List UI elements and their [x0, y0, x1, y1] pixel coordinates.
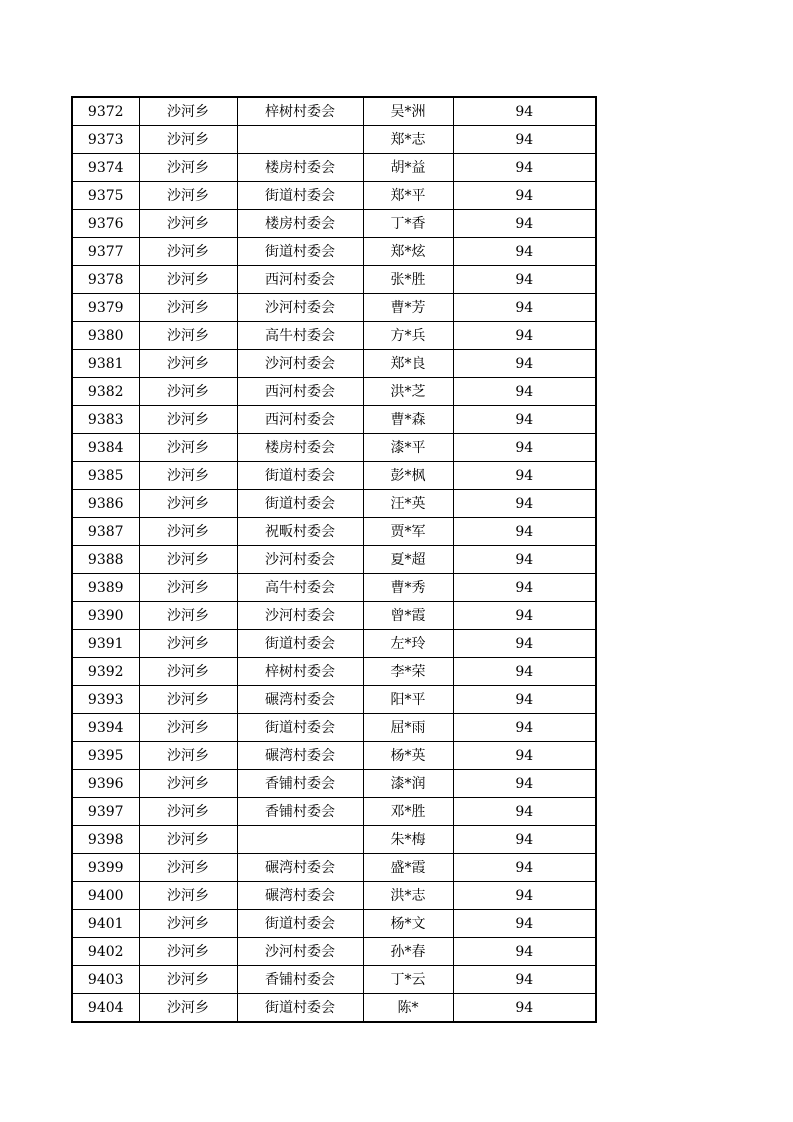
person-name-cell: 曾*霞 — [363, 602, 453, 630]
village-committee-cell: 西河村委会 — [237, 406, 363, 434]
serial-number-cell: 9399 — [72, 854, 139, 882]
township-cell: 沙河乡 — [139, 210, 237, 238]
table-row — [72, 826, 596, 854]
score-cell: 94 — [453, 994, 596, 1023]
village-committee-cell — [237, 826, 363, 854]
score-cell: 94 — [453, 266, 596, 294]
village-committee-cell: 街道村委会 — [237, 714, 363, 742]
table-row — [72, 182, 596, 210]
township-cell: 沙河乡 — [139, 350, 237, 378]
score-cell: 94 — [453, 658, 596, 686]
person-name-cell: 杨*文 — [363, 910, 453, 938]
person-name-cell: 汪*英 — [363, 490, 453, 518]
person-name-cell: 丁*云 — [363, 966, 453, 994]
person-name-cell: 阳*平 — [363, 686, 453, 714]
score-cell: 94 — [453, 434, 596, 462]
person-name-cell: 方*兵 — [363, 322, 453, 350]
person-name-cell: 吴*洲 — [363, 97, 453, 126]
village-committee-cell: 西河村委会 — [237, 266, 363, 294]
serial-number-cell: 9397 — [72, 798, 139, 826]
serial-number-cell: 9404 — [72, 994, 139, 1023]
table-row — [72, 378, 596, 406]
village-committee-cell: 街道村委会 — [237, 490, 363, 518]
township-cell: 沙河乡 — [139, 182, 237, 210]
person-name-cell: 曹*芳 — [363, 294, 453, 322]
table-row — [72, 154, 596, 182]
person-name-cell: 李*荣 — [363, 658, 453, 686]
person-name-cell: 屈*雨 — [363, 714, 453, 742]
table-row — [72, 714, 596, 742]
person-name-cell: 曹*森 — [363, 406, 453, 434]
village-committee-cell: 碾湾村委会 — [237, 686, 363, 714]
person-name-cell: 盛*霞 — [363, 854, 453, 882]
person-name-cell: 朱*梅 — [363, 826, 453, 854]
score-cell: 94 — [453, 350, 596, 378]
village-committee-cell: 梓树村委会 — [237, 97, 363, 126]
table-row — [72, 742, 596, 770]
person-name-cell: 贾*军 — [363, 518, 453, 546]
township-cell: 沙河乡 — [139, 462, 237, 490]
person-name-cell: 胡*益 — [363, 154, 453, 182]
person-name-cell: 曹*秀 — [363, 574, 453, 602]
serial-number-cell: 9402 — [72, 938, 139, 966]
serial-number-cell: 9382 — [72, 378, 139, 406]
village-committee-cell: 香铺村委会 — [237, 966, 363, 994]
village-committee-cell: 沙河村委会 — [237, 294, 363, 322]
township-cell: 沙河乡 — [139, 574, 237, 602]
table-row — [72, 686, 596, 714]
score-cell: 94 — [453, 938, 596, 966]
township-cell: 沙河乡 — [139, 826, 237, 854]
table-row — [72, 658, 596, 686]
village-committee-cell: 街道村委会 — [237, 462, 363, 490]
village-committee-cell: 沙河村委会 — [237, 938, 363, 966]
roster-table-body — [72, 97, 596, 1022]
person-name-cell: 洪*芝 — [363, 378, 453, 406]
serial-number-cell: 9377 — [72, 238, 139, 266]
village-committee-cell: 碾湾村委会 — [237, 742, 363, 770]
table-row — [72, 434, 596, 462]
table-row — [72, 322, 596, 350]
serial-number-cell: 9387 — [72, 518, 139, 546]
village-committee-cell: 碾湾村委会 — [237, 854, 363, 882]
serial-number-cell: 9390 — [72, 602, 139, 630]
serial-number-cell: 9372 — [72, 97, 139, 126]
serial-number-cell: 9394 — [72, 714, 139, 742]
score-cell: 94 — [453, 602, 596, 630]
serial-number-cell: 9398 — [72, 826, 139, 854]
village-committee-cell: 楼房村委会 — [237, 154, 363, 182]
serial-number-cell: 9391 — [72, 630, 139, 658]
person-name-cell: 郑*良 — [363, 350, 453, 378]
score-cell: 94 — [453, 97, 596, 126]
township-cell: 沙河乡 — [139, 97, 237, 126]
serial-number-cell: 9388 — [72, 546, 139, 574]
score-cell: 94 — [453, 910, 596, 938]
village-committee-cell: 楼房村委会 — [237, 210, 363, 238]
person-name-cell: 彭*枫 — [363, 462, 453, 490]
table-row — [72, 266, 596, 294]
table-row — [72, 518, 596, 546]
score-cell: 94 — [453, 826, 596, 854]
township-cell: 沙河乡 — [139, 966, 237, 994]
village-committee-cell: 碾湾村委会 — [237, 882, 363, 910]
serial-number-cell: 9381 — [72, 350, 139, 378]
serial-number-cell: 9378 — [72, 266, 139, 294]
score-cell: 94 — [453, 714, 596, 742]
score-cell: 94 — [453, 854, 596, 882]
score-cell: 94 — [453, 518, 596, 546]
table-row — [72, 854, 596, 882]
table-row — [72, 966, 596, 994]
township-cell: 沙河乡 — [139, 518, 237, 546]
township-cell: 沙河乡 — [139, 854, 237, 882]
township-cell: 沙河乡 — [139, 378, 237, 406]
township-cell: 沙河乡 — [139, 406, 237, 434]
person-name-cell: 左*玲 — [363, 630, 453, 658]
village-committee-cell: 街道村委会 — [237, 994, 363, 1023]
score-cell: 94 — [453, 322, 596, 350]
serial-number-cell: 9380 — [72, 322, 139, 350]
serial-number-cell: 9401 — [72, 910, 139, 938]
village-committee-cell: 街道村委会 — [237, 630, 363, 658]
table-row — [72, 882, 596, 910]
village-committee-cell: 街道村委会 — [237, 238, 363, 266]
serial-number-cell: 9389 — [72, 574, 139, 602]
serial-number-cell: 9373 — [72, 126, 139, 154]
township-cell: 沙河乡 — [139, 994, 237, 1023]
person-name-cell: 陈* — [363, 994, 453, 1023]
score-cell: 94 — [453, 630, 596, 658]
village-committee-cell: 西河村委会 — [237, 378, 363, 406]
serial-number-cell: 9386 — [72, 490, 139, 518]
township-cell: 沙河乡 — [139, 126, 237, 154]
table-row — [72, 798, 596, 826]
village-committee-cell: 沙河村委会 — [237, 546, 363, 574]
township-cell: 沙河乡 — [139, 602, 237, 630]
serial-number-cell: 9384 — [72, 434, 139, 462]
person-name-cell: 杨*英 — [363, 742, 453, 770]
village-committee-cell: 楼房村委会 — [237, 434, 363, 462]
person-name-cell: 邓*胜 — [363, 798, 453, 826]
village-committee-cell: 高牛村委会 — [237, 322, 363, 350]
serial-number-cell: 9385 — [72, 462, 139, 490]
serial-number-cell: 9392 — [72, 658, 139, 686]
township-cell: 沙河乡 — [139, 490, 237, 518]
village-committee-cell: 沙河村委会 — [237, 602, 363, 630]
serial-number-cell: 9375 — [72, 182, 139, 210]
score-cell: 94 — [453, 378, 596, 406]
township-cell: 沙河乡 — [139, 322, 237, 350]
township-cell: 沙河乡 — [139, 546, 237, 574]
score-cell: 94 — [453, 154, 596, 182]
serial-number-cell: 9379 — [72, 294, 139, 322]
serial-number-cell: 9383 — [72, 406, 139, 434]
score-cell: 94 — [453, 406, 596, 434]
person-name-cell: 漆*平 — [363, 434, 453, 462]
roster-table — [71, 96, 597, 1023]
serial-number-cell: 9395 — [72, 742, 139, 770]
person-name-cell: 张*胜 — [363, 266, 453, 294]
township-cell: 沙河乡 — [139, 882, 237, 910]
table-row — [72, 630, 596, 658]
serial-number-cell: 9400 — [72, 882, 139, 910]
person-name-cell: 夏*超 — [363, 546, 453, 574]
village-committee-cell: 祝畈村委会 — [237, 518, 363, 546]
table-row — [72, 406, 596, 434]
table-row — [72, 602, 596, 630]
table-row — [72, 910, 596, 938]
table-row — [72, 938, 596, 966]
score-cell: 94 — [453, 210, 596, 238]
score-cell: 94 — [453, 966, 596, 994]
serial-number-cell: 9396 — [72, 770, 139, 798]
score-cell: 94 — [453, 182, 596, 210]
score-cell: 94 — [453, 462, 596, 490]
table-row — [72, 238, 596, 266]
village-committee-cell: 沙河村委会 — [237, 350, 363, 378]
serial-number-cell: 9376 — [72, 210, 139, 238]
person-name-cell: 漆*润 — [363, 770, 453, 798]
score-cell: 94 — [453, 742, 596, 770]
serial-number-cell: 9403 — [72, 966, 139, 994]
township-cell: 沙河乡 — [139, 938, 237, 966]
table-row — [72, 574, 596, 602]
village-committee-cell: 高牛村委会 — [237, 574, 363, 602]
township-cell: 沙河乡 — [139, 798, 237, 826]
table-row — [72, 770, 596, 798]
township-cell: 沙河乡 — [139, 714, 237, 742]
township-cell: 沙河乡 — [139, 630, 237, 658]
score-cell: 94 — [453, 770, 596, 798]
table-row — [72, 126, 596, 154]
person-name-cell: 丁*香 — [363, 210, 453, 238]
serial-number-cell: 9374 — [72, 154, 139, 182]
township-cell: 沙河乡 — [139, 434, 237, 462]
township-cell: 沙河乡 — [139, 266, 237, 294]
township-cell: 沙河乡 — [139, 686, 237, 714]
person-name-cell: 洪*志 — [363, 882, 453, 910]
table-row — [72, 994, 596, 1023]
score-cell: 94 — [453, 490, 596, 518]
table-row — [72, 546, 596, 574]
township-cell: 沙河乡 — [139, 294, 237, 322]
township-cell: 沙河乡 — [139, 770, 237, 798]
score-cell: 94 — [453, 686, 596, 714]
table-row — [72, 210, 596, 238]
village-committee-cell: 香铺村委会 — [237, 770, 363, 798]
serial-number-cell: 9393 — [72, 686, 139, 714]
table-row — [72, 462, 596, 490]
table-row — [72, 294, 596, 322]
person-name-cell: 孙*春 — [363, 938, 453, 966]
score-cell: 94 — [453, 126, 596, 154]
table-row — [72, 490, 596, 518]
score-cell: 94 — [453, 574, 596, 602]
score-cell: 94 — [453, 238, 596, 266]
score-cell: 94 — [453, 882, 596, 910]
township-cell: 沙河乡 — [139, 910, 237, 938]
township-cell: 沙河乡 — [139, 154, 237, 182]
village-committee-cell — [237, 126, 363, 154]
score-cell: 94 — [453, 798, 596, 826]
score-cell: 94 — [453, 294, 596, 322]
village-committee-cell: 梓树村委会 — [237, 658, 363, 686]
person-name-cell: 郑*志 — [363, 126, 453, 154]
score-cell: 94 — [453, 546, 596, 574]
person-name-cell: 郑*平 — [363, 182, 453, 210]
table-row — [72, 350, 596, 378]
person-name-cell: 郑*炫 — [363, 238, 453, 266]
village-committee-cell: 街道村委会 — [237, 182, 363, 210]
township-cell: 沙河乡 — [139, 742, 237, 770]
township-cell: 沙河乡 — [139, 238, 237, 266]
village-committee-cell: 街道村委会 — [237, 910, 363, 938]
township-cell: 沙河乡 — [139, 658, 237, 686]
village-committee-cell: 香铺村委会 — [237, 798, 363, 826]
table-row — [72, 97, 596, 126]
